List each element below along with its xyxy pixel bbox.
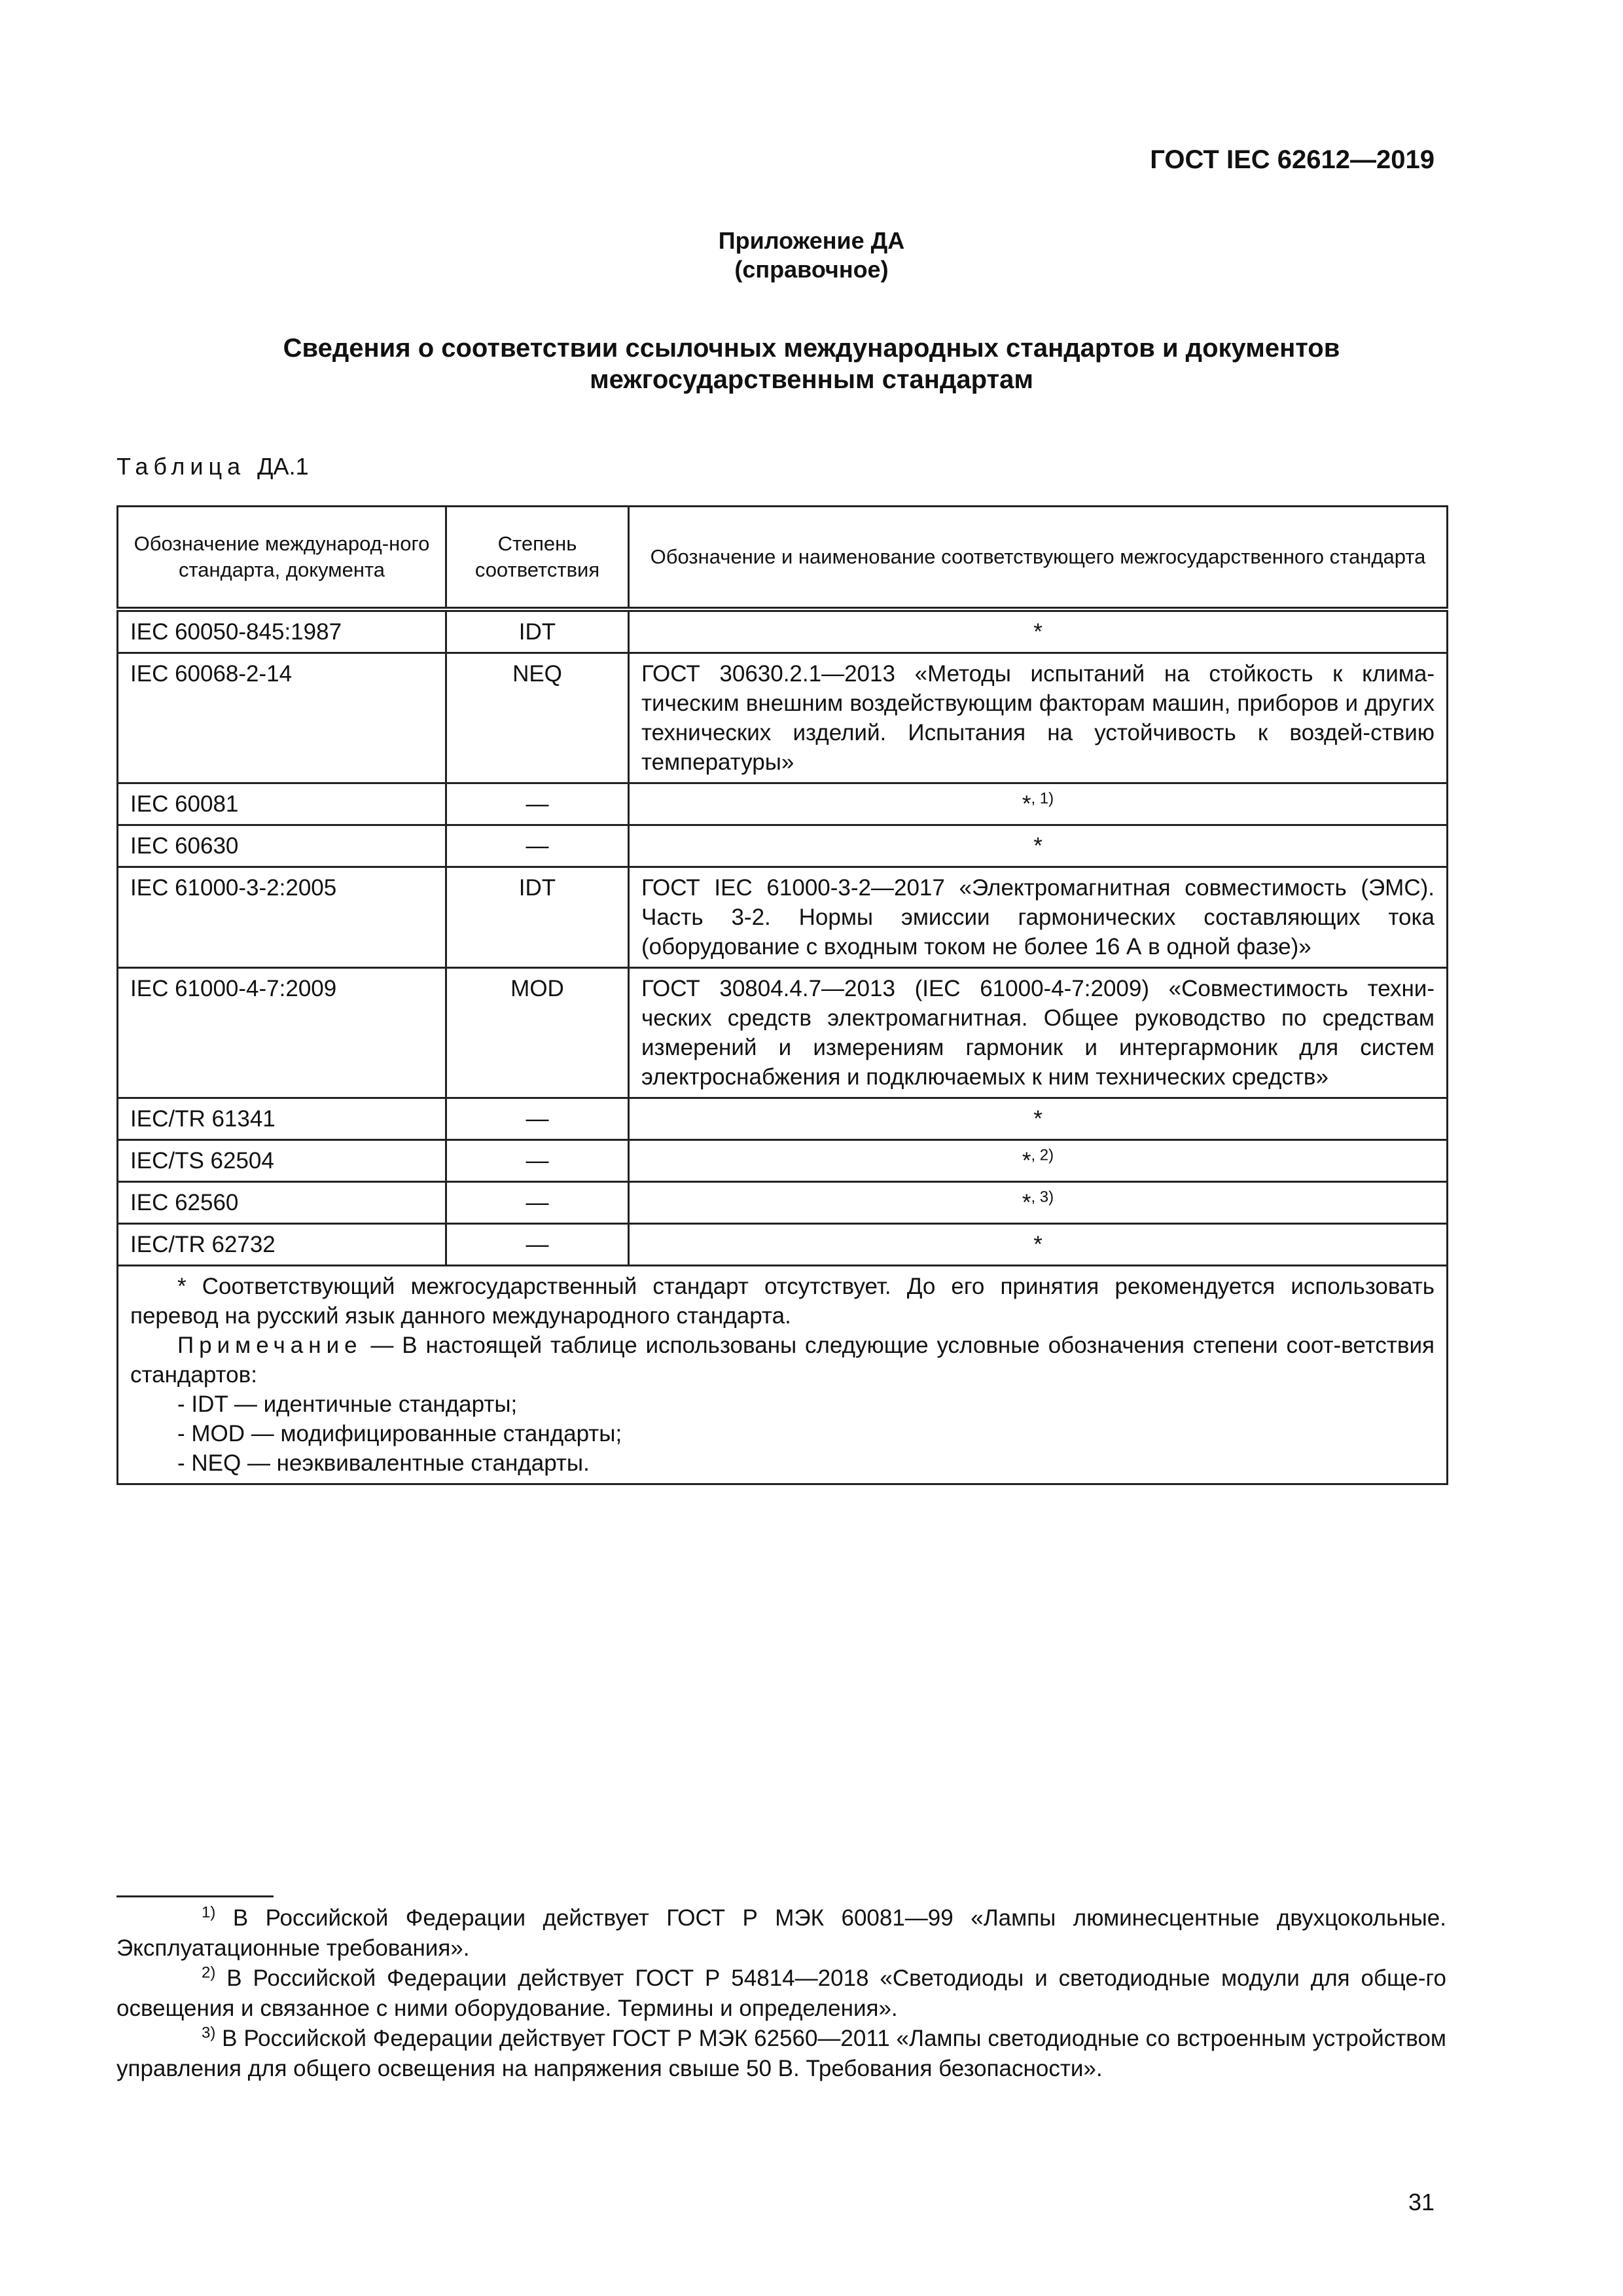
annex-title-line-1: Сведения о соответствии ссылочных международных стандартов и документов [283, 334, 1340, 363]
cell-gost [629, 1098, 1448, 1140]
star-mark: * [1022, 791, 1031, 817]
correspondence-table [116, 505, 1448, 1485]
table-row [118, 783, 1448, 825]
cell-degree: NEQ [446, 653, 629, 783]
cell-degree: — [446, 1140, 629, 1182]
footnotes [116, 1903, 1446, 2084]
cell-gost: ГОСТ 30630.2.1—2013 «Методы испытаний на стойкость к клима-тическим внешним воздействующим факторам машин, приборов и других технических изделий. Испытания на устойчивость к воздей-ствию температуры» [629, 653, 1448, 783]
table-header-row [118, 507, 1448, 610]
table-caption [116, 453, 309, 480]
footnote-1-mark: 1) [202, 1903, 216, 1922]
note-item-neq: - NEQ — неэквивалентные стандарты. [177, 1450, 590, 1476]
cell-degree: MOD [446, 968, 629, 1098]
footnote-3-text: В Российской Федерации действует ГОСТ Р МЭК 62560—2011 «Лампы светодиодные со встроенным устройством управления для общего освещения на напряжения свыше 50 В. Требования безопасности». [116, 2026, 1446, 2081]
cell-designation: IEC/TS 62504 [118, 1140, 446, 1182]
annex-label: Приложение ДА [718, 227, 905, 254]
table-row [118, 968, 1448, 1098]
note-paragraph [130, 1331, 1435, 1390]
annex-title-line-2: межгосударственным стандартам [590, 365, 1033, 394]
cell-gost: ГОСТ 30804.4.7—2013 (IEC 61000-4-7:2009) «Совместимость техни-ческих средств электромагнитная. Общее руководство по средствам измерений и измерениям гармоник и интергармоник для систем электроснабжения и подключаемых к ним технических средств» [629, 968, 1448, 1098]
annex-type: (справочное) [734, 256, 889, 283]
star-mark: * [1033, 833, 1043, 859]
table-caption-word: Таблица [116, 453, 246, 480]
cell-degree: IDT [446, 867, 629, 968]
cell-gost [629, 783, 1448, 825]
footnote-2 [116, 1964, 1446, 2024]
table-row [118, 825, 1448, 867]
star-mark: * [1033, 1106, 1043, 1132]
footnote-1 [116, 1903, 1446, 1964]
footnote-2-text: В Российской Федерации действует ГОСТ Р 54814—2018 «Светодиоды и светодиодные модули для обще-го освещения и связанное с ними оборудование. Термины и определения». [116, 1965, 1446, 2021]
cell-degree: — [446, 783, 629, 825]
annex-heading [0, 226, 1623, 284]
footnote-3 [116, 2024, 1446, 2084]
footnote-1-text: В Российской Федерации действует ГОСТ Р МЭК 60081—99 «Лампы люминесцентные двухцокольные. Эксплуатационные требования». [116, 1905, 1446, 1961]
table-caption-number: ДА.1 [257, 453, 309, 480]
star-mark: * [1033, 619, 1043, 645]
cell-designation: IEC 61000-3-2:2005 [118, 867, 446, 968]
table-row [118, 1182, 1448, 1224]
cell-designation: IEC/TR 61341 [118, 1098, 446, 1140]
annex-title [0, 332, 1623, 395]
cell-gost [629, 609, 1448, 653]
footnote-ref: , 1) [1031, 789, 1054, 808]
star-mark: * [1033, 1232, 1043, 1257]
cell-gost [629, 1182, 1448, 1224]
cell-degree: — [446, 825, 629, 867]
cell-gost [629, 1224, 1448, 1266]
note-item-mod: - MOD — модифицированные стандарты; [177, 1421, 622, 1446]
document-code: ГОСТ IEC 62612—2019 [1150, 145, 1435, 174]
cell-designation: IEC 60068-2-14 [118, 653, 446, 783]
cell-designation: IEC 61000-4-7:2009 [118, 968, 446, 1098]
table-row [118, 653, 1448, 783]
cell-gost [629, 825, 1448, 867]
cell-degree: — [446, 1098, 629, 1140]
page-number: 31 [1408, 2189, 1435, 2215]
cell-designation: IEC 60050-845:1987 [118, 609, 446, 653]
cell-degree: IDT [446, 609, 629, 653]
note-text: — В настоящей таблице использованы следующие условные обозначения степени соот-ветствия стандартов: [130, 1333, 1435, 1388]
cell-designation: IEC 60630 [118, 825, 446, 867]
footnote-ref: , 2) [1031, 1146, 1054, 1164]
footnote-separator [116, 1895, 274, 1897]
table-row [118, 1098, 1448, 1140]
header-gost: Обозначение и наименование соответствующего межгосударственного стандарта [629, 507, 1448, 610]
cell-designation: IEC/TR 62732 [118, 1224, 446, 1266]
table-row [118, 1140, 1448, 1182]
table-row [118, 867, 1448, 968]
cell-gost [629, 1140, 1448, 1182]
cell-designation: IEC 62560 [118, 1182, 446, 1224]
cell-degree: — [446, 1182, 629, 1224]
note-word: Примечание [177, 1333, 363, 1358]
table-note [118, 1266, 1448, 1484]
cell-gost: ГОСТ IEC 61000-3-2—2017 «Электромагнитная совместимость (ЭМС). Часть 3-2. Нормы эмиссии гармонических составляющих тока (оборудование с входным током не более 16 А в одной фазе)» [629, 867, 1448, 968]
star-mark: * [1022, 1148, 1031, 1174]
header-designation: Обозначение международ-ного стандарта, документа [118, 507, 446, 610]
footnote-2-mark: 2) [202, 1964, 216, 1982]
star-note: * Соответствующий межгосударственный стандарт отсутствует. До его принятия рекомендуется использовать перевод на русский язык данного международного стандарта. [130, 1274, 1435, 1329]
header-degree: Степень соответствия [446, 507, 629, 610]
star-mark: * [1022, 1190, 1031, 1215]
table-row [118, 609, 1448, 653]
note-item-idt: - IDT — идентичные стандарты; [177, 1391, 518, 1417]
footnote-ref: , 3) [1031, 1188, 1054, 1206]
cell-degree: — [446, 1224, 629, 1266]
table-row [118, 1224, 1448, 1266]
cell-designation: IEC 60081 [118, 783, 446, 825]
footnote-3-mark: 3) [202, 2024, 216, 2042]
table-note-row [118, 1266, 1448, 1484]
